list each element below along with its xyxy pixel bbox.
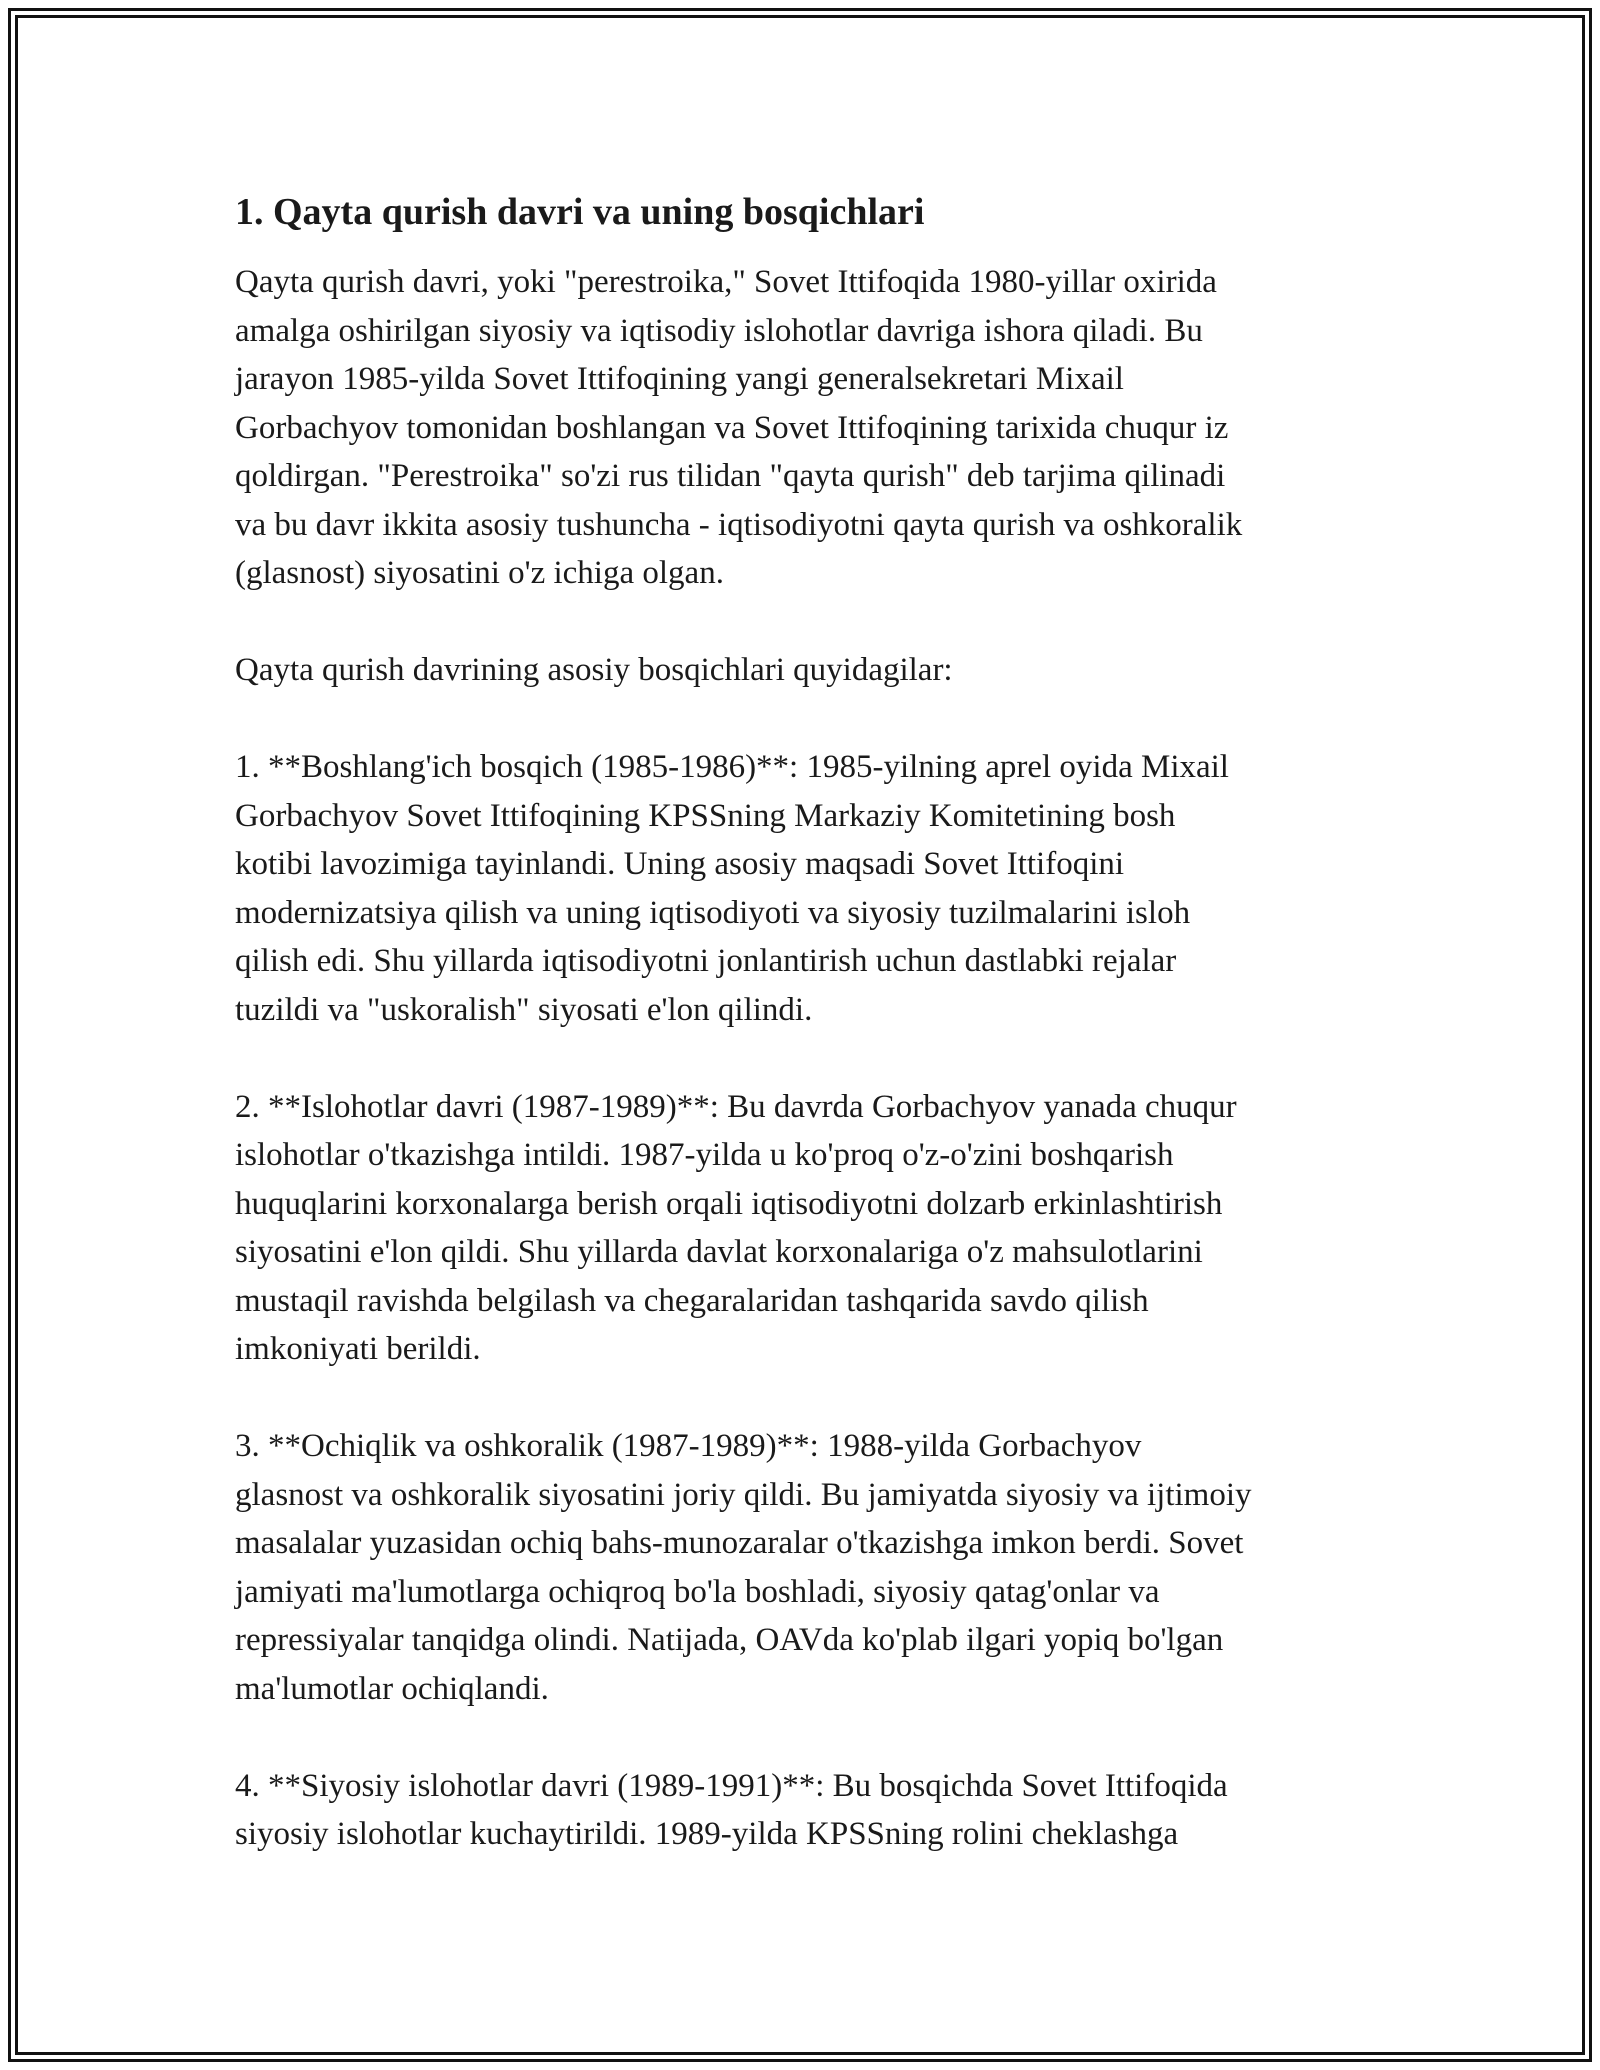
- section-heading: 1. Qayta qurish davri va uning bosqichlari: [235, 191, 925, 233]
- stage-1-paragraph: 1. **Boshlang'ich bosqich (1985-1986)**: 1985-yilning aprel oyida Mixail Gorbachyov Sovet Ittifoqining KPSSning Markaziy Komitetining bosh kotibi lavozimiga tayinlandi. Uning asosiy maqsadi Sovet Ittifoqini modernizatsiya qilish va uning iqtisodiyoti va siyosiy tuzilmalarini isloh qilish edi. Shu yillarda iqtisodiyotni jonlantirish uchun dastlabki rejalar tuzildi va "uskoralish" siyosati e'lon qilindi.: [235, 749, 1229, 1028]
- document-body: [235, 186, 1375, 1907]
- stage-3-paragraph: 3. **Ochiqlik va oshkoralik (1987-1989)**: 1988-yilda Gorbachyov glasnost va oshkoralik siyosatini joriy qildi. Bu jamiyatda siyosiy va ijtimoiy masalalar yuzasidan ochiq bahs-munozaralar o'tkazishga imkon berdi. Sovet jamiyati ma'lumotlarga ochiqroq bo'la boshladi, siyosiy qatag'onlar va repressiyalar tanqidga olindi. Natijada, OAVda ko'plab ilgari yopiq bo'lgan ma'lumotlar ochiqlandi.: [235, 1428, 1252, 1707]
- stages-intro-paragraph: Qayta qurish davrining asosiy bosqichlari quyidagilar:: [235, 652, 953, 688]
- stage-4-paragraph: 4. **Siyosiy islohotlar davri (1989-1991)**: Bu bosqichda Sovet Ittifoqida siyosiy islohotlar kuchaytirildi. 1989-yilda KPSSning rolini cheklashga: [235, 1767, 1228, 1852]
- stage-2-paragraph: 2. **Islohotlar davri (1987-1989)**: Bu davrda Gorbachyov yanada chuqur islohotlar o'tkazishga intildi. 1987-yilda u ko'proq o'z-o'zini boshqarish huquqlarini korxonalarga berish orqali iqtisodiyotni dolzarb erkinlashtirish siyosatini e'lon qildi. Shu yillarda davlat korxonalariga o'z mahsulotlarini mustaqil ravishda belgilash va chegaralaridan tashqarida savdo qilish imkoniyati berildi.: [235, 1088, 1237, 1367]
- intro-paragraph: Qayta qurish davri, yoki "perestroika," Sovet Ittifoqida 1980-yillar oxirida amalga oshirilgan siyosiy va iqtisodiy islohotlar davriga ishora qiladi. Bu jarayon 1985-yilda Sovet Ittifoqining yangi generalsekretari Mixail Gorbachyov tomonidan boshlangan va Sovet Ittifoqining tarixida chuqur iz qoldirgan. "Perestroika" so'zi rus tilidan "qayta qurish" deb tarjima qilinadi va bu davr ikkita asosiy tushuncha - iqtisodiyotni qayta qurish va oshkoralik (glasnost) siyosatini o'z ichiga olgan.: [235, 264, 1243, 591]
